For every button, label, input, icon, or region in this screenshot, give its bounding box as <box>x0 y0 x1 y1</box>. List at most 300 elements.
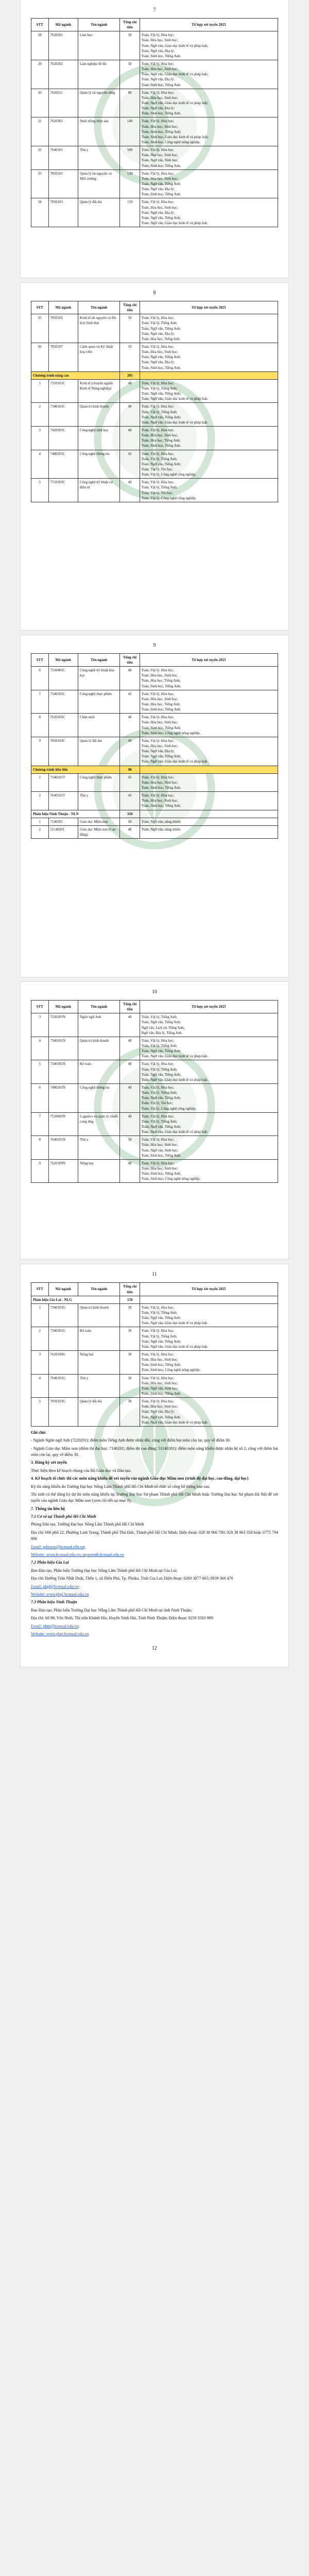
page-blank-space <box>31 1183 278 1250</box>
table-row <box>31 31 278 60</box>
column-header-stt: STT <box>31 1283 49 1296</box>
subject-combinations: Toán, Vật lý, Hóa học; Toán, Vật lý, Tiếng Anh; Toán, Ngữ văn, Tiếng Anh; Toán, Ngữ văn, Giáo dục kinh tế và pháp luật. <box>140 1060 278 1084</box>
major-quota: 30 <box>120 1350 140 1374</box>
major-quota: 40 <box>120 403 140 427</box>
subject-combinations: Toán, Ngữ văn, năng khiếu <box>140 818 278 825</box>
aptitude-exam-heading: 4. Kế hoạch tổ chức thi các môn năng khiếu để xét tuyển vào ngành Giáo dục Mầm non (trình độ đại học, cao đẳng, đại học) <box>31 1476 249 1481</box>
admission-table <box>31 18 278 227</box>
major-quota: 30 <box>120 1327 140 1351</box>
admission-table <box>31 1000 278 1183</box>
major-name: Quản lý tài nguyên rừng <box>78 89 119 117</box>
major-code: 7480201C <box>48 450 78 479</box>
subject-combinations: Toán, Ngữ văn, năng khiếu <box>140 825 278 838</box>
major-name: Lâm nghiệp đô thị <box>78 60 119 89</box>
major-code: 7480201N <box>48 1084 78 1113</box>
page-number: 12 <box>152 1646 157 1652</box>
major-quota: 130 <box>120 170 140 198</box>
section-row <box>31 766 278 773</box>
major-quota: 30 <box>120 1398 140 1427</box>
row-index: 2 <box>31 1327 49 1351</box>
major-code: 7620201 <box>48 31 78 60</box>
page-number: 11 <box>152 1272 157 1278</box>
subject-combinations: Toán, Vật lý, Hóa học; Toán, Hóa học, Sinh học; Toán, Sinh học, Tiếng Anh; Toán, Sinh học, Công nghệ nông nghiệp. <box>140 1350 278 1374</box>
column-header-quota: Tổng chỉ tiêu <box>120 301 140 314</box>
major-name: Quản trị kinh doanh <box>78 1303 119 1327</box>
subject-combinations: Toán, Vật lý, Hóa học; Toán, Vật lý, Tiếng Anh; Toán, Vật lý, Tin học; Toán, Vật lý, Công nghệ công nghiệp. <box>140 479 278 502</box>
table-header-row <box>31 1001 278 1013</box>
table-row <box>31 1303 278 1327</box>
campus-gialai-website-link-line <box>31 1591 278 1598</box>
subject-combinations: Toán, Vật lý, Hóa học; Toán, Hóa học, Sinh học; Toán, Ngữ văn, Sinh học; Toán, Sinh học, Tiếng Anh. <box>140 1374 278 1398</box>
document-page <box>21 0 288 278</box>
major-quota: 45 <box>120 690 140 714</box>
major-name: Lâm học <box>78 31 119 60</box>
row-index: 34 <box>31 198 49 227</box>
major-code: 7620301 <box>48 117 78 146</box>
campus-ninhthuan-email-link[interactable]: Email: phnt@hcmuaf.edu.vn; <box>31 1623 80 1629</box>
section-title: Phân hiệu Ninh Thuận - NLN <box>31 810 120 818</box>
campus-gialai-office-line <box>31 1568 278 1574</box>
section-quota: 205 <box>120 371 140 379</box>
column-header-name: Tên ngành <box>78 1283 119 1296</box>
major-name: Quản lý đất đai <box>78 737 119 766</box>
major-name: Chăn nuôi <box>78 714 119 737</box>
section-title: Chương trình nâng cao <box>31 371 120 379</box>
column-header-name: Tên ngành <box>78 19 119 31</box>
table-row <box>31 1060 278 1084</box>
page-blank-space <box>31 227 278 268</box>
major-name: Quản trị kinh doanh <box>78 403 119 427</box>
campus-hcm-website-link-line <box>31 1552 278 1558</box>
row-index: 1 <box>31 773 49 791</box>
notes-title: Ghi chú: <box>31 1430 47 1435</box>
column-header-combo: Tổ hợp xét tuyển 2025 <box>140 301 278 314</box>
subject-combinations: Toán, Vật lý, Hóa học; Toán, Hóa học, Sinh học; Toán, Ngữ văn, Giáo dục kinh tế và pháp luật; Toán, Ngữ văn, Địa lý; Toán, Sinh học, Tiếng Anh. <box>140 89 278 117</box>
row-index: 3 <box>31 1013 49 1037</box>
contact-heading-line <box>31 1506 278 1512</box>
major-quota: 45 <box>120 792 140 810</box>
column-header-combo: Tổ hợp xét tuyển 2025 <box>140 653 278 666</box>
row-index: 28 <box>31 31 49 60</box>
column-header-name: Tên ngành <box>78 301 119 314</box>
subject-combinations: Toán, Vật lý, Hóa học; Toán, Hóa học, Sinh học; Toán, Sinh học, Tiếng Anh. <box>140 773 278 791</box>
subject-combinations: Toán, Vật lý, Hóa học; Toán, Hóa học, Sinh học; Toán, Ngữ văn, Tiếng Anh; Toán, Ngữ văn, Địa lý; Toán, Sinh học, Tiếng Anh. <box>140 343 278 372</box>
section-title: Phân hiệu Gia Lai - NLG <box>31 1296 120 1303</box>
row-index: 29 <box>31 60 49 89</box>
section-row <box>31 371 278 379</box>
column-header-combo: Tổ hợp xét tuyển 2025 <box>140 1283 278 1296</box>
campus-hcm-heading-line <box>31 1514 278 1520</box>
subject-combinations: Toán, Vật lý, Hóa học; Toán, Hóa học, Sinh học; Toán, Ngữ văn, Sinh học; Toán, Sinh học, Tiếng Anh. <box>140 1136 278 1160</box>
note-preschool: - Ngành Giáo dục Mầm non (điểm thi đại học: 7140201; điểm thi cao đẳng: 51140201): điểm môn năng khiếu được nhân hệ số 2, cộng với điểm hai môn còn lại, quy về điểm 30. <box>31 1446 278 1457</box>
subject-combinations: Toán, Vật lý, Hóa học; Toán, Hóa học, Sinh học; Toán, Hóa học, Tiếng Anh; Toán, Sinh học, Tiếng Anh. <box>140 667 278 690</box>
major-code: 7310101C <box>48 379 78 403</box>
table-row <box>31 1037 278 1060</box>
major-name: Công nghệ thực phẩm <box>78 773 119 791</box>
major-code: 7620211 <box>48 89 78 117</box>
subject-combinations: Toán, Vật lý, Hóa học; Toán, Vật lý, Tiếng Anh; Toán, Ngữ văn, Tiếng Anh; Toán, Ngữ văn, Giáo dục kinh tế và pháp luật. <box>140 1037 278 1060</box>
section-row <box>31 810 278 818</box>
table-row <box>31 343 278 372</box>
major-name: Kinh tế (chuyên ngành Kinh tế Nông nghiệp) <box>78 379 119 403</box>
major-name: Cảnh quan và Kỹ thuật hoa viên <box>78 343 119 372</box>
column-header-quota: Tổng chỉ tiêu <box>120 19 140 31</box>
row-index: 7 <box>31 1112 49 1136</box>
table-row <box>31 667 278 690</box>
major-quota: 40 <box>120 667 140 690</box>
major-quota: 40 <box>120 379 140 403</box>
notes-title-line <box>31 1430 278 1436</box>
section-quota: 90 <box>120 766 140 773</box>
major-name: Ngôn ngữ Anh <box>78 1013 119 1037</box>
major-code: 7620109G <box>48 1350 78 1374</box>
page-number: 10 <box>152 989 157 995</box>
major-quota: 80 <box>120 89 140 117</box>
subject-combinations: Toán, Vật lý, Hóa học; Toán, Vật lý, Tiếng Anh; Toán, Ngữ văn, Tiếng Anh; Toán, Ngữ văn, Giáo dục kinh tế và pháp luật. <box>140 1303 278 1327</box>
subject-combinations: Toán, Vật lý, Hóa học; Toán, Hóa học, Sinh học; Toán, Hóa học, Tiếng Anh; Toán, Sinh học, Tiếng Anh. <box>140 690 278 714</box>
major-code: 7340101C <box>48 403 78 427</box>
table-row <box>31 792 278 810</box>
column-header-code: Mã ngành <box>48 301 78 314</box>
row-index: 7 <box>31 690 49 714</box>
campus-hcm-email-link-line <box>31 1544 278 1550</box>
table-row <box>31 714 278 737</box>
major-quota: 50 <box>120 314 140 343</box>
major-quota: 140 <box>120 117 140 146</box>
campus-gialai-address: Địa chỉ: Đường Trần Nhật Duật, Thôn 1, xã Diên Phú, Tp. Pleiku, Tỉnh Gia Lai; Điện thoại: 0269 3877 665; 0939 366 476 <box>31 1576 233 1581</box>
major-quota: 50 <box>120 60 140 89</box>
subject-combinations: Toán, Vật lý, Hóa học; Toán, Hóa học, Sinh học; Toán, Sinh học, Tiếng Anh; Toán, Sinh học, Giáo dục kinh tế và pháp luật; Toán, Sinh học, Công nghệ nông nghiệp. <box>140 117 278 146</box>
major-code: 7640101 <box>48 146 78 170</box>
major-name: Công nghệ sinh học <box>78 427 119 450</box>
major-quota: 40 <box>120 1084 140 1113</box>
major-name: Công nghệ thực phẩm <box>78 690 119 714</box>
subject-combinations: Toán, Vật lý, Tiếng Anh; Toán, Ngữ văn, Tiếng Anh; Ngữ văn, Lịch sử, Tiếng Anh; Ngữ văn, Địa lý, Tiếng Anh. <box>140 1013 278 1037</box>
row-index: 30 <box>31 89 49 117</box>
major-quota: 40 <box>120 825 140 838</box>
major-name: Quản lý đất đai <box>78 1398 119 1427</box>
document-page <box>21 635 288 977</box>
section-empty-cell <box>140 810 278 818</box>
row-index: 33 <box>31 170 49 198</box>
major-name: Thú y <box>78 1374 119 1398</box>
campus-ninhthuan-website-link-line <box>31 1631 278 1637</box>
campus-ninhthuan-office-line <box>31 1607 278 1614</box>
subject-combinations: Toán, Vật lý, Hóa học; Toán, Hóa học, Sinh học; Toán, Ngữ văn, Giáo dục kinh tế và pháp luật; Toán, Ngữ văn, Địa lý; Toán, Sinh học, Tiếng Anh. <box>140 31 278 60</box>
row-index: 9 <box>31 1159 49 1183</box>
major-code: 7220201N <box>48 1013 78 1037</box>
row-index: 6 <box>31 1084 49 1113</box>
note-english-line <box>31 1437 278 1444</box>
major-code: 7620202 <box>48 60 78 89</box>
table-row <box>31 1374 278 1398</box>
row-index: 6 <box>31 667 49 690</box>
major-quota: 40 <box>120 737 140 766</box>
major-name: Quản trị kinh doanh <box>78 1037 119 1060</box>
section-empty-cell <box>140 1296 278 1303</box>
major-name: Nông học <box>78 1350 119 1374</box>
major-code: 7510203C <box>48 479 78 502</box>
table-row <box>31 690 278 714</box>
subject-combinations: Toán, Vật lý, Hóa học; Toán, Hóa học, Sinh học; Toán, Ngữ văn, Tiếng Anh; Toán, Ngữ văn, Địa lý; Toán, Sinh học, Tiếng Anh. <box>140 170 278 198</box>
major-code: 7850103G <box>48 1398 78 1427</box>
major-quota: 40 <box>120 1060 140 1084</box>
section-row <box>31 1296 278 1303</box>
campus-hcm-address-line <box>31 1530 278 1543</box>
subject-combinations: Toán, Vật lý, Hóa học; Toán, Hóa học, Sinh học; Toán, Hóa học, Tiếng Anh; Toán, Sinh học, Tiếng Anh. <box>140 427 278 450</box>
major-name: Công nghệ thông tin <box>78 1084 119 1113</box>
major-quota: 150 <box>120 198 140 227</box>
major-quota: 40 <box>120 1159 140 1183</box>
major-code: 7640101G <box>48 1374 78 1398</box>
subject-combinations: Toán, Vật lý, Hóa học; Toán, Hóa học, Sinh học; Toán, Ngữ văn, Giáo dục kinh tế và pháp luật; Toán, Ngữ văn, Địa lý; Toán, Sinh học, Tiếng Anh. <box>140 60 278 89</box>
campus-ninhthuan-address: Địa chỉ: Số 98, Yên Ninh, Thị trấn Khánh Hải, Huyện Ninh Hải, Tỉnh Ninh Thuận; Điện thoại: 0259 3503 989 <box>31 1616 213 1621</box>
major-name: Quản lý đất đai <box>78 198 119 227</box>
admission-table <box>31 1282 278 1426</box>
major-code: 7510401C <box>48 667 78 690</box>
aptitude-exam-paragraph: Thí sinh có thể đăng ký dự thi môn năng khiếu tại Trường Đại học Sư phạm Thành phố Hồ Chí Minh hoặc Trường Đại học Sư phạm Hà Nội để xét tuyển vào ngành Giáo dục Mầm non (xem chi tiết tại mục 6). <box>31 1492 278 1503</box>
column-header-code: Mã ngành <box>48 19 78 31</box>
aptitude-exam-paragraph-line <box>31 1492 278 1504</box>
table-row <box>31 1084 278 1113</box>
row-index: 2 <box>31 825 49 838</box>
major-name: Kinh tế tài nguyên và Du lịch Sinh thái <box>78 314 119 343</box>
table-row <box>31 450 278 479</box>
table-row <box>31 1350 278 1374</box>
campus-ninhthuan-heading-line <box>31 1599 278 1605</box>
document-page <box>21 1264 288 1667</box>
campus-hcm-address: Địa chỉ: 606 phố 22, Phường Linh Trung, Thành phố Thủ Đức, Thành phố Hồ Chí Minh; Điện thoại: 028 38 966 780; 028 38 963 350 hoặc 0775 794 806 <box>31 1530 278 1541</box>
major-code: 51140201 <box>48 825 78 838</box>
major-code: 7850102 <box>48 314 78 343</box>
column-header-stt: STT <box>31 653 49 666</box>
registration-body-line <box>31 1468 278 1474</box>
table-row <box>31 146 278 170</box>
major-name: Thú y <box>78 792 119 810</box>
table-header-row <box>31 19 278 31</box>
subject-combinations: Toán, Vật lý, Hóa học; Toán, Hóa học, Sinh học; Toán, Ngữ văn, Sinh học; Toán, Sinh học, Tiếng Anh. <box>140 146 278 170</box>
major-code: 7850103C <box>48 737 78 766</box>
campus-ninhthuan-email-link-line <box>31 1623 278 1630</box>
table-row <box>31 117 278 146</box>
subject-combinations: Toán, Vật lý, Hóa học; Toán, Vật lý, Tiếng Anh; Toán, Ngữ văn, Tiếng Anh; Toán, Ngữ văn, Địa lý; Toán, Hóa học, Tiếng Anh. <box>140 314 278 343</box>
document-page <box>21 982 288 1259</box>
major-quota: 20 <box>120 818 140 825</box>
major-code: 7640101N <box>48 1136 78 1160</box>
major-name: Logistics và quản lý chuỗi cung ứng <box>78 1112 119 1136</box>
major-quota: 50 <box>120 31 140 60</box>
major-name: Thú y <box>78 146 119 170</box>
major-code: 7140201 <box>48 818 78 825</box>
table-row <box>31 479 278 502</box>
notes-section <box>31 1430 278 1653</box>
row-index: 31 <box>31 117 49 146</box>
row-index: 1 <box>31 1303 49 1327</box>
table-row <box>31 825 278 838</box>
table-row <box>31 170 278 198</box>
table-row <box>31 314 278 343</box>
major-name: Nuôi trồng thủy sản <box>78 117 119 146</box>
section-quota: 150 <box>120 1296 140 1303</box>
column-header-stt: STT <box>31 1001 49 1013</box>
note-preschool-line <box>31 1446 278 1459</box>
subject-combinations: Toán, Vật lý, Hóa học; Toán, Vật lý, Tiếng Anh; Toán, Ngữ văn, Tiếng Anh; Toán, Ngữ văn, Giáo dục kinh tế và pháp luật. <box>140 1327 278 1351</box>
major-code: 7340101G <box>48 1303 78 1327</box>
table-row <box>31 1013 278 1037</box>
campus-gialai-website-link[interactable]: Website: www.phgl.hcmuaf.edu.vn <box>31 1592 89 1597</box>
column-header-name: Tên ngành <box>78 653 119 666</box>
campus-gialai-email-link-line <box>31 1584 278 1590</box>
campus-ninhthuan-heading: 7.3 Phân hiệu Ninh Thuận <box>31 1600 77 1605</box>
row-index: 5 <box>31 1060 49 1084</box>
row-index: 8 <box>31 1136 49 1160</box>
major-name: Công nghệ kỹ thuật hóa học <box>78 667 119 690</box>
campus-ninhthuan-office: Ban Đào tạo, Phân hiệu Trường Đại học Nông Lâm Thành phố Hồ Chí Minh tại tỉnh Ninh Thuận; <box>31 1607 192 1613</box>
major-quota: 50 <box>120 343 140 372</box>
table-row <box>31 1112 278 1136</box>
table-header-row <box>31 1283 278 1296</box>
major-quota: 40 <box>120 714 140 737</box>
row-index: 35 <box>31 314 49 343</box>
column-header-code: Mã ngành <box>48 1001 78 1013</box>
major-quota: 40 <box>120 479 140 502</box>
page-number: 8 <box>153 290 156 296</box>
major-name: Kế toán <box>78 1327 119 1351</box>
campus-hcm-office: Phòng Đào tạo, Trường Đại học Nông Lâm Thành phố Hồ Chí Minh <box>31 1522 144 1527</box>
subject-combinations: Toán, Vật lý, Hóa học; Toán, Vật lý, Tiếng Anh; Toán, Ngữ văn, Tiếng Anh; Toán, Vật lý, Tin học; Toán, Vật lý, Công nghệ công nghiệp. <box>140 450 278 479</box>
major-name: Thú y <box>78 1136 119 1160</box>
campus-hcm-office-line <box>31 1521 278 1528</box>
row-index: 8 <box>31 714 49 737</box>
major-name: Giáo dục Mầm non <box>78 818 119 825</box>
table-row <box>31 89 278 117</box>
document-page <box>21 283 288 630</box>
major-quota: 500 <box>120 146 140 170</box>
major-name: Kế toán <box>78 1060 119 1084</box>
subject-combinations: Toán, Vật lý, Hóa học; Toán, Vật lý, Tiếng Anh; Toán, Ngữ văn, Tiếng Anh; Toán, Ngữ văn, Giáo dục kinh tế và pháp luật. <box>140 403 278 427</box>
registration-heading: 3. Đăng ký xét tuyển <box>31 1460 67 1465</box>
table-row <box>31 1398 278 1427</box>
table-row <box>31 1136 278 1160</box>
row-index: 1 <box>31 818 49 825</box>
admission-table <box>31 301 278 502</box>
major-code: 7420201C <box>48 427 78 450</box>
column-header-code: Mã ngành <box>48 1283 78 1296</box>
table-row <box>31 1327 278 1351</box>
major-code: 7340301G <box>48 1327 78 1351</box>
major-name: Công nghệ thông tin <box>78 450 119 479</box>
registration-heading-line <box>31 1460 278 1466</box>
page-number: 9 <box>153 642 156 648</box>
section-empty-cell <box>140 371 278 379</box>
row-index: 9 <box>31 737 49 766</box>
row-index: 32 <box>31 146 49 170</box>
major-code: 7850107 <box>48 343 78 372</box>
row-index: 1 <box>31 379 49 403</box>
campus-gialai-heading: 7.2 Phân hiệu Gia Lai <box>31 1560 69 1565</box>
row-index: 5 <box>31 1398 49 1427</box>
campus-ninhthuan-address-line <box>31 1615 278 1621</box>
campus-hcm-website-link[interactable]: Website: www.hcmuaf.edu.vn; tuyensinh.hcmuaf.edu.vn <box>31 1552 125 1557</box>
major-name: Giáo dục Mầm non (Cao đẳng) <box>78 825 119 838</box>
section-quota: 310 <box>120 810 140 818</box>
campus-hcm-heading: 7.1 Cơ sở tại Thành phố Hồ Chí Minh <box>31 1514 96 1519</box>
subject-combinations: Toán, Vật lý, Hóa học; Toán, Hóa học, Sinh học; Toán, Ngữ văn, Địa lý; Toán, Ngữ văn, Tiếng Anh; Toán, Ngữ văn, Giáo dục kinh tế và pháp luật. <box>140 1398 278 1427</box>
campus-gialai-heading-line <box>31 1560 278 1566</box>
page-blank-space <box>31 502 278 621</box>
row-index: 5 <box>31 479 49 502</box>
admission-table <box>31 653 278 839</box>
major-code: 7640101T <box>48 792 78 810</box>
campus-gialai-email-link[interactable]: Email: phgl@hcmuaf.edu.vn; <box>31 1584 80 1589</box>
major-name: Nông học <box>78 1159 119 1183</box>
note-english: - Ngành Ngôn ngữ Anh (7220201): điểm môn Tiếng Anh được nhân đôi, cộng với điểm hai môn còn lại, quy về điểm 30. <box>31 1438 231 1443</box>
contact-heading: 7. Thông tin liên hệ <box>31 1506 65 1511</box>
column-header-name: Tên ngành <box>78 1001 119 1013</box>
major-quota: 40 <box>120 1037 140 1060</box>
column-header-combo: Tổ hợp xét tuyển 2025 <box>140 19 278 31</box>
major-quota: 40 <box>120 427 140 450</box>
subject-combinations: Toán, Vật lý, Hóa học; Toán, Hóa học, Sinh học; Toán, Ngữ văn, Địa lý; Toán, Ngữ văn, Tiếng Anh; Toán, Ngữ văn, Giáo dục kinh tế và pháp luật. <box>140 737 278 766</box>
aptitude-exam-paragraph-line <box>31 1484 278 1490</box>
column-header-quota: Tổng chỉ tiêu <box>120 1283 140 1296</box>
subject-combinations: Toán, Vật lý, Hóa học; Toán, Vật lý, Tiếng Anh; Toán, Ngữ văn, Tiếng Anh; Toán, Ngữ văn, Giáo dục kinh tế và pháp luật. <box>140 1112 278 1136</box>
major-quota: 30 <box>120 1374 140 1398</box>
row-index: 4 <box>31 1374 49 1398</box>
table-row <box>31 60 278 89</box>
major-code: 7620105C <box>48 714 78 737</box>
column-header-stt: STT <box>31 301 49 314</box>
table-row <box>31 818 278 825</box>
row-index: 3 <box>31 427 49 450</box>
row-index: 4 <box>31 450 49 479</box>
table-row <box>31 737 278 766</box>
campus-ninhthuan-website-link[interactable]: Website: www.phnt.hcmuaf.edu.vn <box>31 1631 89 1636</box>
major-quota: 50 <box>120 1136 140 1160</box>
table-row <box>31 427 278 450</box>
subject-combinations: Toán, Vật lý, Hóa học; Toán, Hóa học, Sinh học; Toán, Sinh học, Tiếng Anh. <box>140 792 278 810</box>
major-name: Quản lý tài nguyên và Môi trường <box>78 170 119 198</box>
major-code: 7850101 <box>48 170 78 198</box>
table-row <box>31 198 278 227</box>
row-index: 36 <box>31 343 49 372</box>
registration-body: Thực hiện theo kế hoạch chung của Bộ Giáo dục và Đào tạo. <box>31 1468 131 1473</box>
campus-hcm-email-link[interactable]: Email: pdaotao@hcmuaf.edu.vn; <box>31 1544 85 1549</box>
table-row <box>31 1159 278 1183</box>
major-code: 7850103 <box>48 198 78 227</box>
column-header-combo: Tổ hợp xét tuyển 2025 <box>140 1001 278 1013</box>
major-quota: 45 <box>120 450 140 479</box>
major-code: 7510605N <box>48 1112 78 1136</box>
major-quota: 30 <box>120 1303 140 1327</box>
table-header-row <box>31 653 278 666</box>
subject-combinations: Toán, Vật lý, Hóa học; Toán, Hóa học, Sinh học; Toán, Sinh học, Tiếng Anh; Toán, Sinh học, Công nghệ nông nghiệp. <box>140 1159 278 1183</box>
major-code: 7620109N <box>48 1159 78 1183</box>
table-row <box>31 379 278 403</box>
major-name: Công nghệ kỹ thuật cơ điện tử <box>78 479 119 502</box>
row-index: 2 <box>31 792 49 810</box>
row-index: 3 <box>31 1350 49 1374</box>
major-quota: 45 <box>120 773 140 791</box>
table-row <box>31 773 278 791</box>
column-header-code: Mã ngành <box>48 653 78 666</box>
aptitude-exam-heading-line <box>31 1476 278 1482</box>
section-title: Chương trình tiên tiến <box>31 766 120 773</box>
subject-combinations: Toán, Vật lý, Hóa học; Toán, Vật lý, Tiếng Anh; Toán, Ngữ văn, Tiếng Anh; Toán, Ngữ văn, Giáo dục kinh tế và pháp luật. <box>140 379 278 403</box>
major-code: 7540101C <box>48 690 78 714</box>
subject-combinations: Toán, Vật lý, Hóa học; Toán, Hóa học, Sinh học; Toán, Sinh học, Tiếng Anh; Toán, Sinh học, Công nghệ nông nghiệp. <box>140 714 278 737</box>
major-code: 7540101T <box>48 773 78 791</box>
